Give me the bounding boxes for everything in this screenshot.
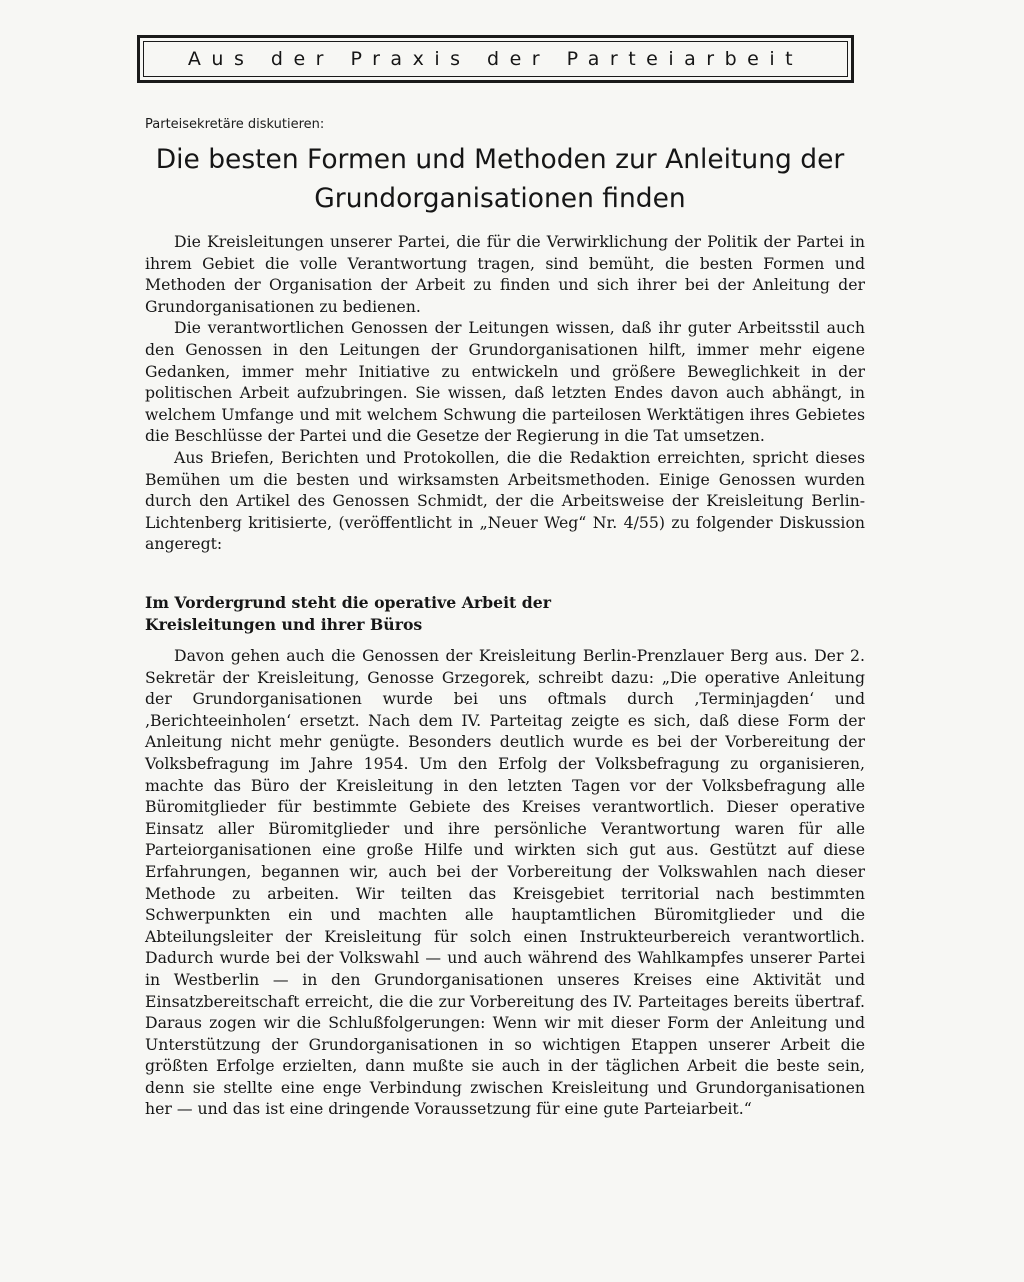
paragraph-4: Davon gehen auch die Genossen der Kreisleitung Berlin-Prenzlauer Berg aus. Der 2. Sekretär der Kreisleitung, Genosse Grzegorek, schreibt dazu: „Die operative Anleitung der Grundorganisationen wurde bei uns oftmals durch ‚Terminjagden‘ und ‚Berichteeinholen‘ ersetzt. Nach dem IV. Parteitag zeigte es sich, daß diese Form der Anleitung nicht mehr genügte. Besonders deutlich wurde es bei der Vorbereitung der Volksbefragung im Jahre 1954. Um den Erfolg der Volksbefragung zu organisieren, machte das Büro der Kreisleitung in den letzten Tagen vor der Volksbefragung alle Büromitglieder für bestimmte Gebiete des Kreises verantwortlich. Dieser operative Einsatz aller Büromitglieder und ihre persönliche Verantwortung waren für alle Parteiorganisationen eine große Hilfe und wirkten sich gut aus. Gestützt auf diese Erfahrungen, begannen wir, auch bei der Vorbereitung der Volkswahlen nach dieser Methode zu arbeiten. Wir teilten das Kreisgebiet territorial nach bestimmten Schwerpunkten ein und machten alle hauptamtlichen Büromitglieder und die Abteilungsleiter der Kreisleitung für solch einen Instrukteurbereich verantwortlich. Dadurch wurde bei der Volkswahl — und auch während des Wahlkampfes unserer Partei in Westberlin — in den Grundorganisationen unseres Kreises eine Aktivität und Einsatzbereitschaft erreicht, die die zur Vorbereitung des IV. Parteitages bereits übertraf. Daraus zogen wir die Schlußfolgerungen: Wenn wir mit dieser Form der Anleitung und Unterstützung der Grundorganisationen in so wichtigen Etappen unserer Arbeit die größten Erfolge erzielten, dann mußte sie auch in der täglichen Arbeit die beste sein, denn sie stellte eine enge Verbindung zwischen Kreisleitung und Grundorganisationen her — und das ist eine dringende Voraussetzung für eine gute Parteiarbeit.“ bbox=[145, 646, 865, 1119]
article-title-line-2: Grundorganisationen finden bbox=[314, 183, 686, 214]
section-subheading bbox=[145, 592, 551, 635]
article-kicker: Parteisekretäre diskutieren: bbox=[145, 117, 325, 132]
article-title-line-1: Die besten Formen und Methoden zur Anleitung der bbox=[155, 144, 845, 175]
article-intro bbox=[145, 231, 865, 555]
article-section-body bbox=[145, 645, 865, 1120]
section-title: Aus der Praxis der Parteiarbeit bbox=[187, 48, 804, 70]
paragraph-2: Die verantwortlichen Genossen der Leitungen wissen, daß ihr guter Arbeitsstil auch den Genossen in den Leitungen der Grundorganisationen hilft, immer mehr eigene Gedanken, immer mehr Initiative zu entwickeln und größere Beweglichkeit in der politischen Arbeit aufzubringen. Sie wissen, daß letzten Endes davon auch abhängt, in welchem Umfange und mit welchem Schwung die parteilosen Werktätigen ihres Gebietes die Beschlüsse der Partei und die Gesetze der Regierung in die Tat umsetzen. bbox=[145, 318, 865, 446]
paragraph-3: Aus Briefen, Berichten und Protokollen, die die Redaktion erreichten, spricht dieses Bemühen um die besten und wirksamsten Arbeitsmethoden. Einige Genossen wurden durch den Artikel des Genossen Schmidt, der die Arbeitsweise der Kreisleitung Berlin-Lichtenberg kritisierte, (veröffentlicht in „Neuer Weg“ Nr. 4/55) zu folgender Diskussion angeregt: bbox=[145, 447, 865, 554]
subheading-line-2: Kreisleitungen und ihrer Büros bbox=[145, 614, 423, 634]
subheading-line-1: Im Vordergrund steht die operative Arbeit der bbox=[145, 593, 551, 612]
section-header-box bbox=[137, 35, 854, 83]
paragraph-1: Die Kreisleitungen unserer Partei, die für die Verwirklichung der Politik der Partei in ihrem Gebiet die volle Verantwortung tragen, sind bemüht, die besten Formen und Methoden der Organisation der Arbeit zu finden und sich ihrer bei der Anleitung der Grundorganisationen zu bedienen. bbox=[145, 232, 865, 316]
